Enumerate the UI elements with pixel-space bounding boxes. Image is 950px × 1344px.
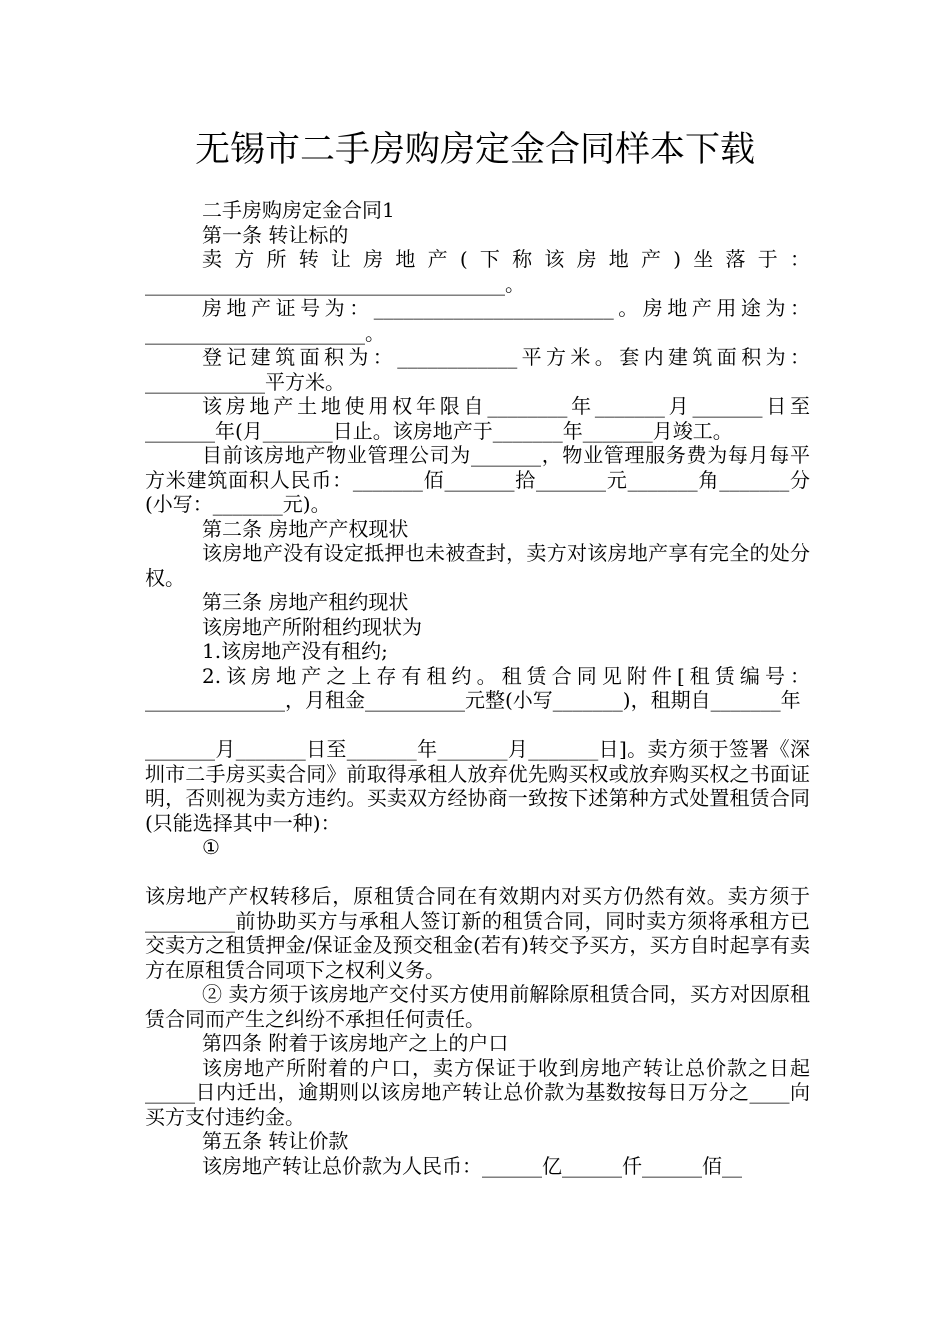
article-1-heading: 第一条 转让标的 (202, 222, 349, 247)
article-2-heading: 第二条 房地产产权现状 (202, 516, 409, 541)
property-management-paragraph: 目前该房地产物业管理公司为_______，物业管理服务费为每月每平方米建筑面积人民币：_______佰_______拾_______元_______角_______分(小写：_______元)。 (145, 443, 810, 516)
contract-heading: 二手房购房定金合同1 (202, 198, 395, 222)
property-certificate-paragraph: 房地产证号为：________________________。房地产用途为：______________________。 (145, 296, 810, 345)
spacer (145, 713, 810, 738)
lease-status-paragraph: 该房地产所附租约现状为 (202, 614, 422, 639)
total-price-paragraph: 该房地产转让总价款为人民币：______亿______仟______佰__ (202, 1153, 742, 1178)
spacer (145, 860, 810, 885)
lease-termination-paragraph: ② 卖方须于该房地产交付买方使用前解除原租赁合同，买方对因原租赁合同而产生之纠纷不承担任何责任。 (145, 982, 810, 1031)
household-registration-paragraph: 该房地产所附着的户口，卖方保证于收到房地产转让总价款之日起_____日内迁出，逾期则以该房地产转让总价款为基数按每日万分之____向买方支付违约金。 (145, 1055, 810, 1129)
lease-option-2: 2.该房地产之上存有租约。租赁合同见附件[租赁编号：______________，月租金__________元整(小写_______)，租期自_______年 (145, 663, 810, 712)
lease-term-paragraph: _______月_______日至_______年_______月_______日]。卖方须于签署《深圳市二手房买卖合同》前取得承租人放弃优先购买权或放弃购买权之书面证明，否则视为卖方违约。买卖双方经协商一致按下述第种方式处置租赁合同(只能选择其中一种)： (145, 737, 810, 835)
article-4-heading: 第四条 附着于该房地产之上的户口 (202, 1031, 509, 1055)
circled-one-marker: ① (202, 835, 220, 859)
article-5-heading: 第五条 转让价款 (202, 1129, 349, 1153)
lease-option-1: 1.该房地产没有租约; (202, 639, 388, 663)
property-location-paragraph: 卖方所转让房地产(下称该房地产)坐落于：____________________________________。 (145, 247, 810, 296)
document-body (145, 198, 810, 1178)
property-rights-paragraph: 该房地产没有设定抵押也未被查封，卖方对该房地产享有完全的处分权。 (145, 541, 810, 590)
lease-transfer-paragraph: 该房地产产权转移后，原租赁合同在有效期内对买方仍然有效。卖方须于_________前协助买方与承租人签订新的租赁合同，同时卖方须将承租方已交卖方之租赁押金/保证金及预交租金(若有)转交予买方，买方自时起享有卖方在原租赁合同项下之权利义务。 (145, 884, 810, 982)
article-3-heading: 第三条 房地产租约现状 (202, 590, 409, 614)
document-title: 无锡市二手房购房定金合同样本下载 (194, 130, 755, 170)
floor-area-paragraph: 登记建筑面积为：____________平方米。套内建筑面积为：____________平方米。 (145, 345, 810, 394)
land-use-term-paragraph: 该房地产土地使用权年限自________年_______月_______日至_______年(月_______日止。该房地产于_______年_______月竣工。 (145, 394, 810, 443)
